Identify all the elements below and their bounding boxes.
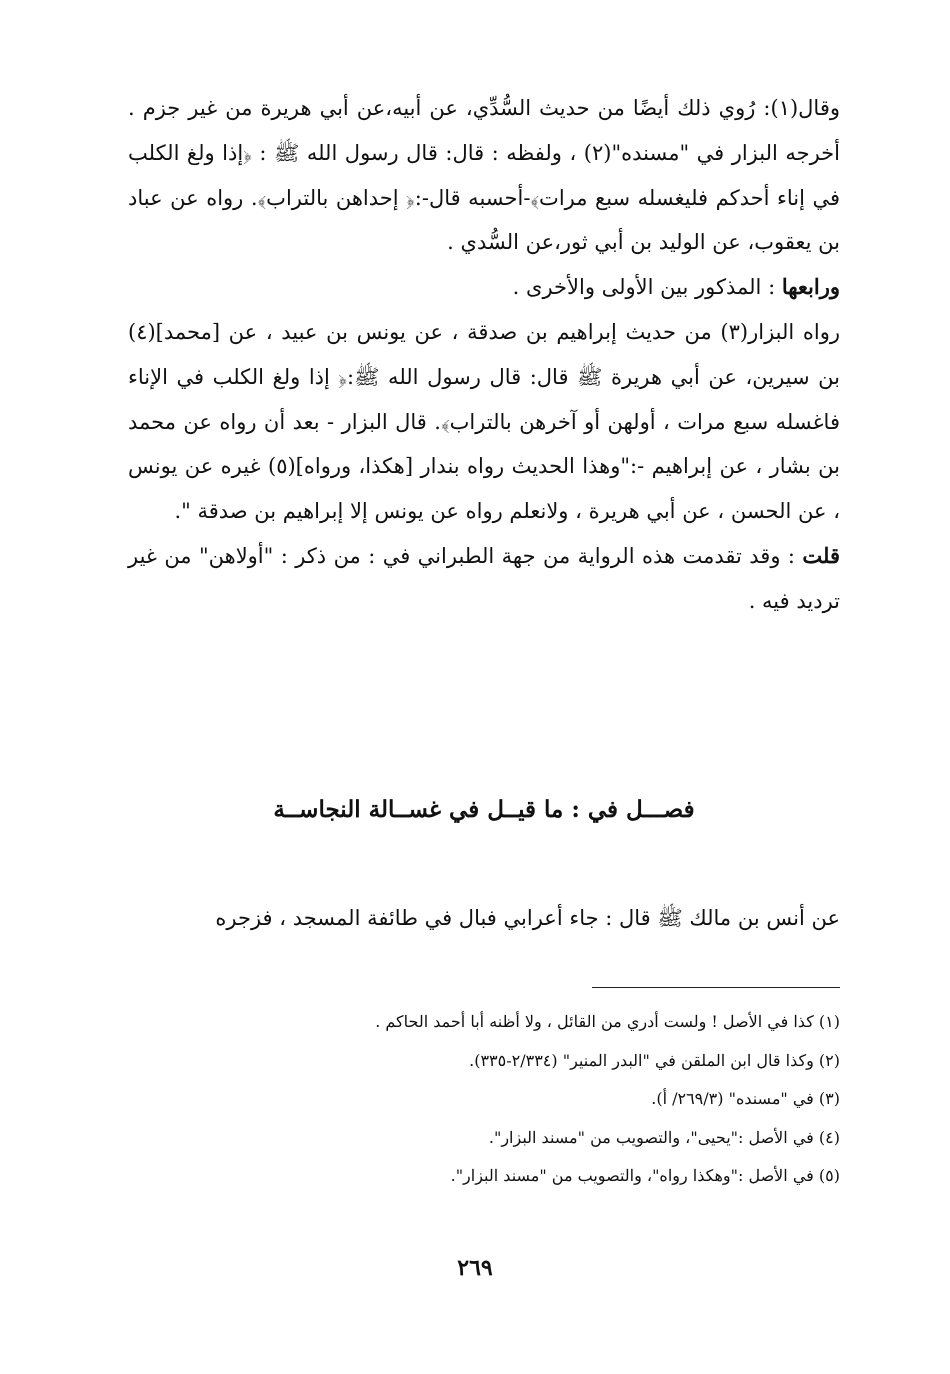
paragraph-2: [128, 265, 840, 310]
paragraph-2-text: : المذكور بين الأولى والأخرى .: [512, 275, 782, 300]
footnote-3: (٣) في "مسنده" (٢٦٩/٣/ أ).: [651, 1089, 840, 1108]
paragraph-1-text: وقال(١): رُوي ذلك أيضًا من حديث السُّدِّي، عن أبيه،عن أبي هريرة من غير جزم . أخرجه البزار في "مسنده"(٢) ، ولفظه : قال: قال رسول الله ﷺ : ﴿إذا ولغ الكلب في إناء أحدكم فليغسله سبع مرات﴾-أحسبه قال-:﴿ إحداهن بالتراب﴾. رواه عن عباد بن يعقوب، عن الوليد بن أبي ثور،عن السُّدي .: [128, 96, 840, 255]
footnote-5: (٥) في الأصل :"وهكذا رواه"، والتصويب من "مسند البزار".: [450, 1166, 840, 1185]
footnote-2: (٢) وكذا قال ابن الملقن في "البدر المنير" (٢/٣٣٤-٣٣٥).: [469, 1050, 840, 1070]
paragraph-4-lead: قلت: [802, 542, 840, 568]
paragraph-3-text: رواه البزار(٣) من حديث إبراهيم بن صدقة ، عن يونس بن عبيد ، عن [محمد](٤) بن سيرين، عن أبي هريرة ﷺ قال: قال رسول الله ﷺ:﴿ إذا ولغ الكلب في الإناء فاغسله سبع مرات ، أولهن أو آخرهن بالتراب﴾. قال البزار - بعد أن رواه عن محمد بن بشار ، عن إبراهيم -:"وهذا الحديث رواه بندار [هكذا، ورواه](٥) غيره عن يونس ، عن الحسن ، عن أبي هريرة ، ولانعلم رواه عن يونس إلا إبراهيم بن صدقة ".: [128, 319, 841, 524]
paragraph-4: [128, 534, 840, 624]
footnote-1: (١) كذا في الأصل ! ولست أدري من القائل ، ولا أظنه أبا أحمد الحاكم .: [375, 1012, 840, 1031]
footnote-separator: [592, 987, 840, 988]
page-number: ٢٦٩: [457, 1255, 493, 1281]
section-heading: فصـــل في : ما قيــل في غســالة النجاســة: [273, 796, 695, 823]
main-text: [128, 86, 840, 624]
paragraph-4-text: : وقد تقدمت هذه الرواية من جهة الطبراني في : من ذكر : "أولاهن" من غير ترديد فيه .: [128, 543, 840, 613]
footnotes: [128, 1003, 840, 1196]
paragraph-2-lead: ورابعها: [781, 274, 840, 300]
final-paragraph: عن أنس بن مالك ﷺ قال : جاء أعرابي فبال في طائفة المسجد ، فزجره: [215, 906, 840, 930]
footnote-4: (٤) في الأصل :"يحيى"، والتصويب من "مسند البزار".: [488, 1127, 840, 1147]
paragraph-3: [128, 310, 840, 534]
paragraph-1: [128, 86, 840, 265]
